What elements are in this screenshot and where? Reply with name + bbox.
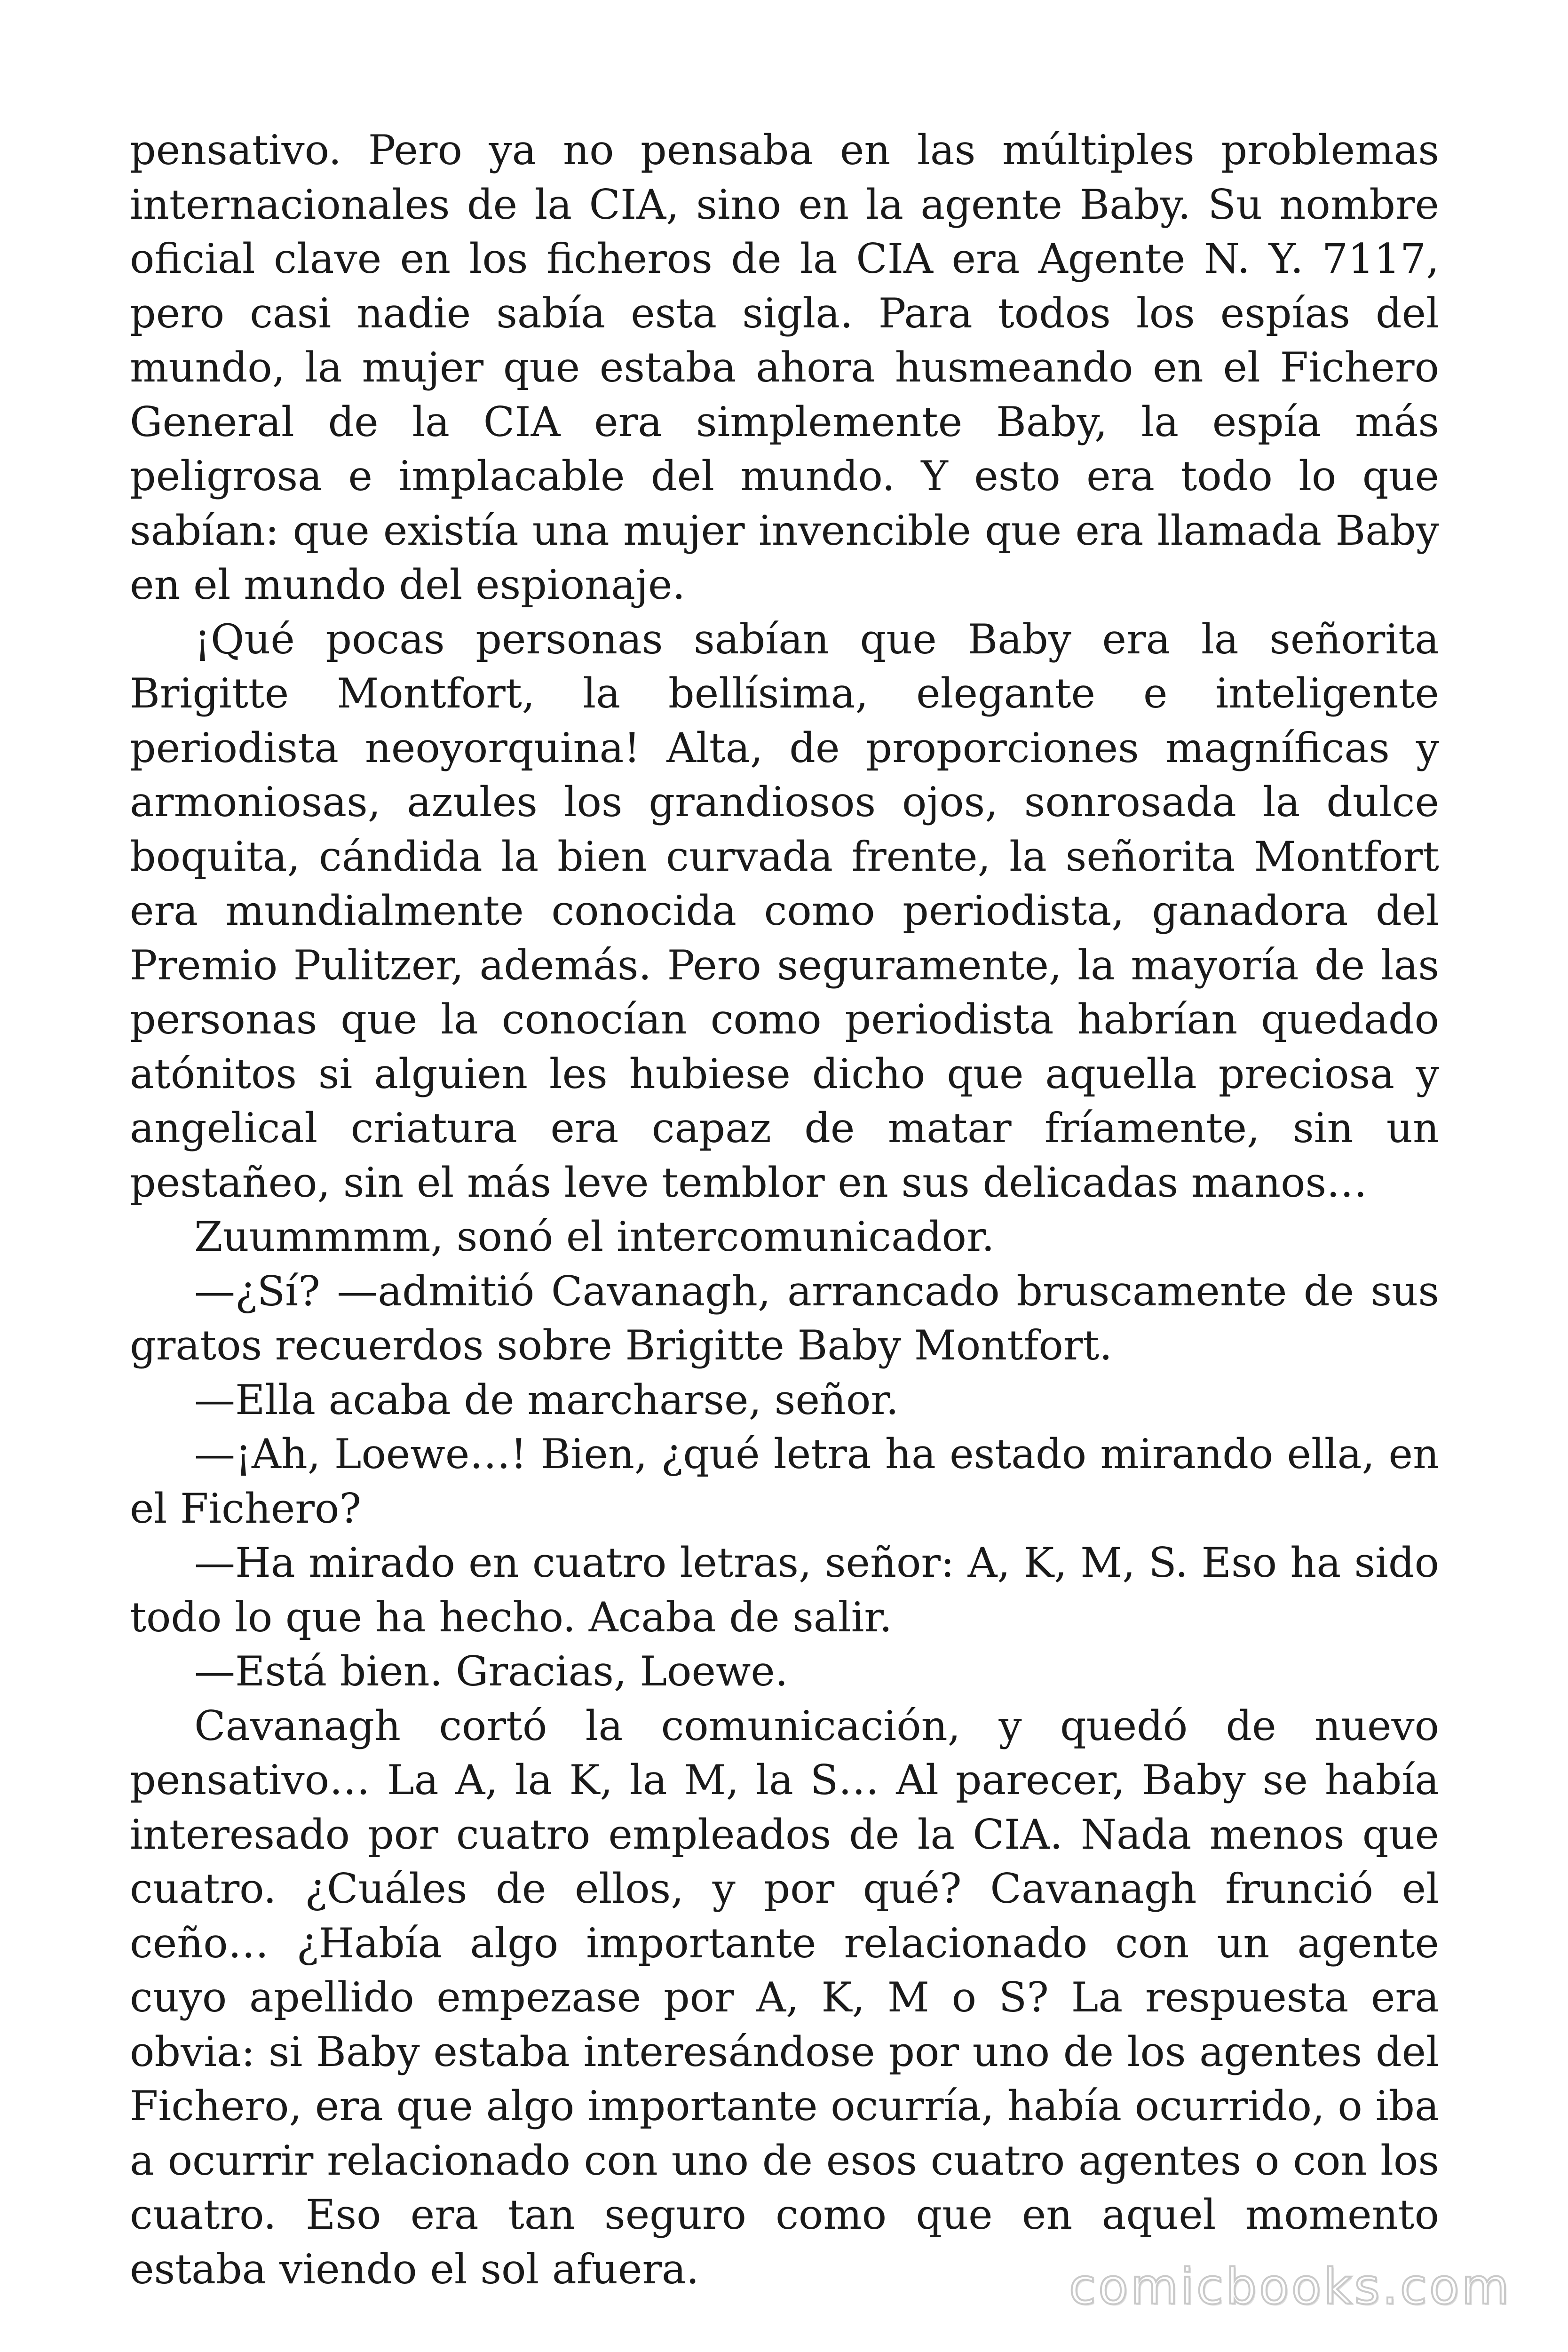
paragraph-8: —Está bien. Gracias, Loewe. <box>194 1647 788 1695</box>
paragraph-6: —¡Ah, Loewe…! Bien, ¿qué letra ha estado mirando ella, en el Fichero? <box>130 1430 1439 1533</box>
paragraph-1: pensativo. Pero ya no pensaba en las múltiples problemas internacionales de la CIA, sino en la agente Baby. Su nombre oficial clave en los ficheros de la CIA era Agente N. Y. 7117, pero casi nadie sabía esta sigla. Para todos los espías del mundo, la mujer que estaba ahora husmeando en el Fichero General de la CIA era simplemente Baby, la espía más peligrosa e implacable del mundo. Y esto era todo lo que sabían: que existía una mujer invencible que era llamada Baby en el mundo del espionaje. <box>130 126 1439 609</box>
paragraph-2: ¡Qué pocas personas sabían que Baby era la señorita Brigitte Montfort, la bellísima, elegante e inteligente periodista neoyorquina! Alta, de proporciones magníficas y armoniosas, azules los grandiosos ojos, sonrosada la dulce boquita, cándida la bien curvada frente, la señorita Montfort era mundialmente conocida como periodista, ganadora del Premio Pulitzer, además. Pero seguramente, la mayoría de las personas que la conocían como periodista habrían quedado atónitos si alguien les hubiese dicho que aquella preciosa y angelical criatura era capaz de matar fríamente, sin un pestañeo, sin el más leve temblor en sus delicadas manos… <box>130 615 1439 1207</box>
paragraph-5: —Ella acaba de marcharse, señor. <box>194 1375 899 1424</box>
paragraph-9: Cavanagh cortó la comunicación, y quedó de nuevo pensativo… La A, la K, la M, la S… Al parecer, Baby se había interesado por cuatro empleados de la CIA. Nada menos que cuatro. ¿Cuáles de ellos, y por qué? Cavanagh frunció el ceño… ¿Había algo importante relacionado con un agente cuyo apellido empezase por A, K, M o S? La respuesta era obvia: si Baby estaba interesándose por uno de los agentes del Fichero, era que algo importante ocurría, había ocurrido, o iba a ocurrir relacionado con uno de esos cuatro agentes o con los cuatro. Eso era tan seguro como que en aquel momento estaba viendo el sol afuera. <box>130 1701 1439 2293</box>
paragraph-4: —¿Sí? —admitió Cavanagh, arrancado bruscamente de sus gratos recuerdos sobre Brigitte Baby Montfort. <box>130 1267 1439 1369</box>
watermark-text: comicbooks.com <box>1069 2258 1512 2315</box>
paragraph-7: —Ha mirado en cuatro letras, señor: A, K, M, S. Eso ha sido todo lo que ha hecho. Acaba de salir. <box>130 1539 1439 1641</box>
paragraph-3: Zuummmm, sonó el intercomunicador. <box>194 1213 995 1261</box>
book-page-text <box>130 123 1439 2296</box>
